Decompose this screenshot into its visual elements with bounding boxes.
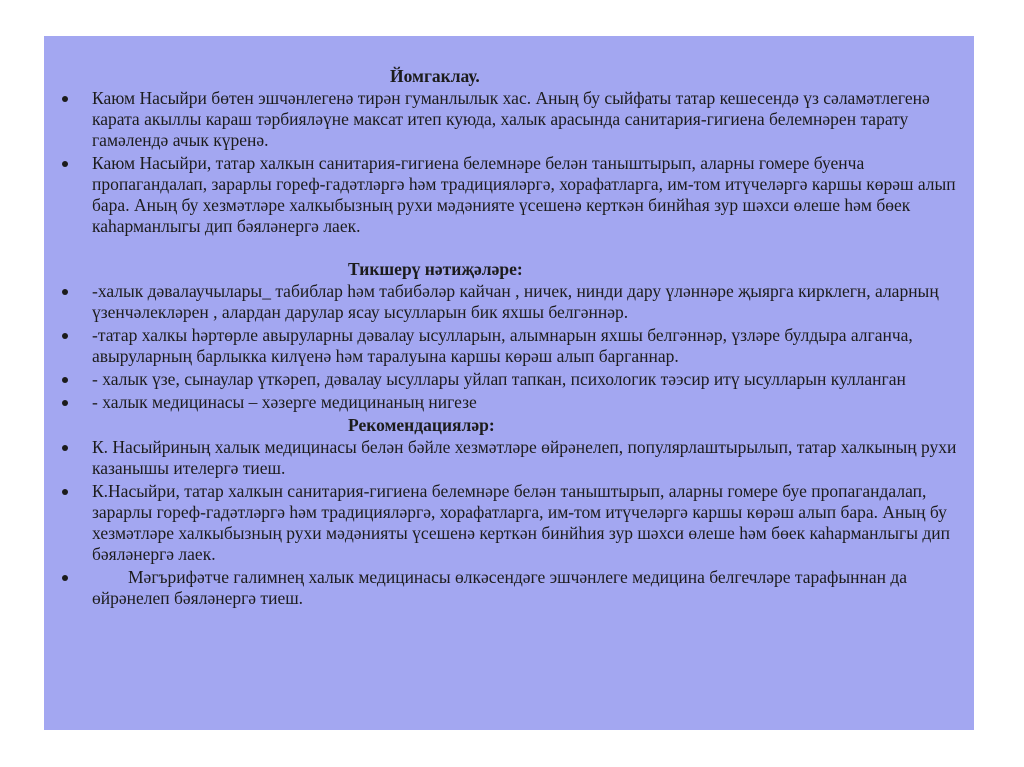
recommendations-item-text: Мәгърифәтче галимнең халык медицинасы өлкәсендәге эшчәнлеге медицина белгечләре тарафыннан да өйрәнелеп бәяләнергә тиеш.: [92, 567, 908, 608]
list-item: [58, 437, 964, 479]
list-item: [58, 481, 964, 565]
recommendations-item-text: К.Насыйри, татар халкын санитария-гигиена белемнәре белән таныштырып, аларны гомере буе пропагандалап, зарарлы гореф-гадәтләргә һәм традицияләргә, хорафатларга, им-том итүчеләргә каршы көрәш алып бара. Аның бу хезмәтләре халкыбызның рухи мәдәнияты үсешенә керткән бинйһия зур шәхси өлеше һәм бөек каһарманлыгы дип бәяләнергә лаек.: [92, 481, 950, 564]
list-item: [58, 369, 964, 390]
slide-panel: [44, 36, 974, 730]
list-item: [58, 325, 964, 367]
recommendations-list: [58, 437, 964, 609]
summary-list: [58, 88, 964, 237]
summary-item-text: Каюм Насыйри, татар халкын санитария-гигиена белемнәре белән таныштырып, аларны гомере буенча пропагандалап, зарарлы гореф-гадәтләргә һәм традицияләргә, хорафатларга, им-том итүчеләргә каршы көрәш алып бара. Аның бу хезмәтләре халкыбызның рухи мәдәниятe үсешенә керткән бинйһая зур шәхси өлеше һәм бөек каһарманлыгы дип бәяләнергә лаек.: [92, 153, 956, 236]
summary-item-text: Каюм Насыйри бөтен эшчәнлегенә тирән гуманлылык хас. Аның бу сыйфаты татар кешесендә үз сәламәтлегенә карата акыллы караш тәрбияләүне максат итеп куюда, халык арасында санитария-гигиена белемнәрен тарату гамәлендә ачык күренә.: [92, 88, 930, 150]
results-item-text: -татар халкы һәртөрле авыруларны дәвалау ысулларын, алымнарын яхшы белгәннәр, үзләре булдыра алганча, авыруларның барлыкка килүенә һәм таралуына каршы көрәш алып барганнар.: [92, 325, 913, 366]
summary-heading: Йомгаклау.: [390, 66, 480, 86]
recommendations-item-text: К. Насыйриның халык медицинасы белән бәйле хезмәтләре өйрәнелеп, популярлаштырылып, татар халкының рухи казанышы ителергә тиеш.: [92, 437, 957, 478]
list-item: [58, 392, 964, 413]
recommendations-heading: Рекомендацияләр:: [348, 415, 495, 435]
list-item: [58, 88, 964, 151]
list-item: [58, 567, 964, 609]
results-item-text: - халык үзе, сынаулар үткәреп, дәвалау ысуллары уйлап тапкан, психологик тәэсир итү ысулларын кулланган: [92, 369, 906, 389]
list-item: [58, 153, 964, 237]
results-list: [58, 281, 964, 413]
results-item-text: -халык дәвалаучылары_ табиблар һәм табибәләр кайчан , ничек, нинди дару үләннәре җыярга кирклегн, аларның үзенчәлекләрен , алардан дарулар ясау ысулларын бик яхшы белгәннәр.: [92, 281, 939, 322]
results-item-text: - халык медицинасы – хәзерге медицинаның нигезе: [92, 392, 477, 412]
results-heading: Тикшерү нәтиҗәләре:: [348, 259, 523, 279]
list-item: [58, 281, 964, 323]
slide-content: [58, 66, 964, 611]
